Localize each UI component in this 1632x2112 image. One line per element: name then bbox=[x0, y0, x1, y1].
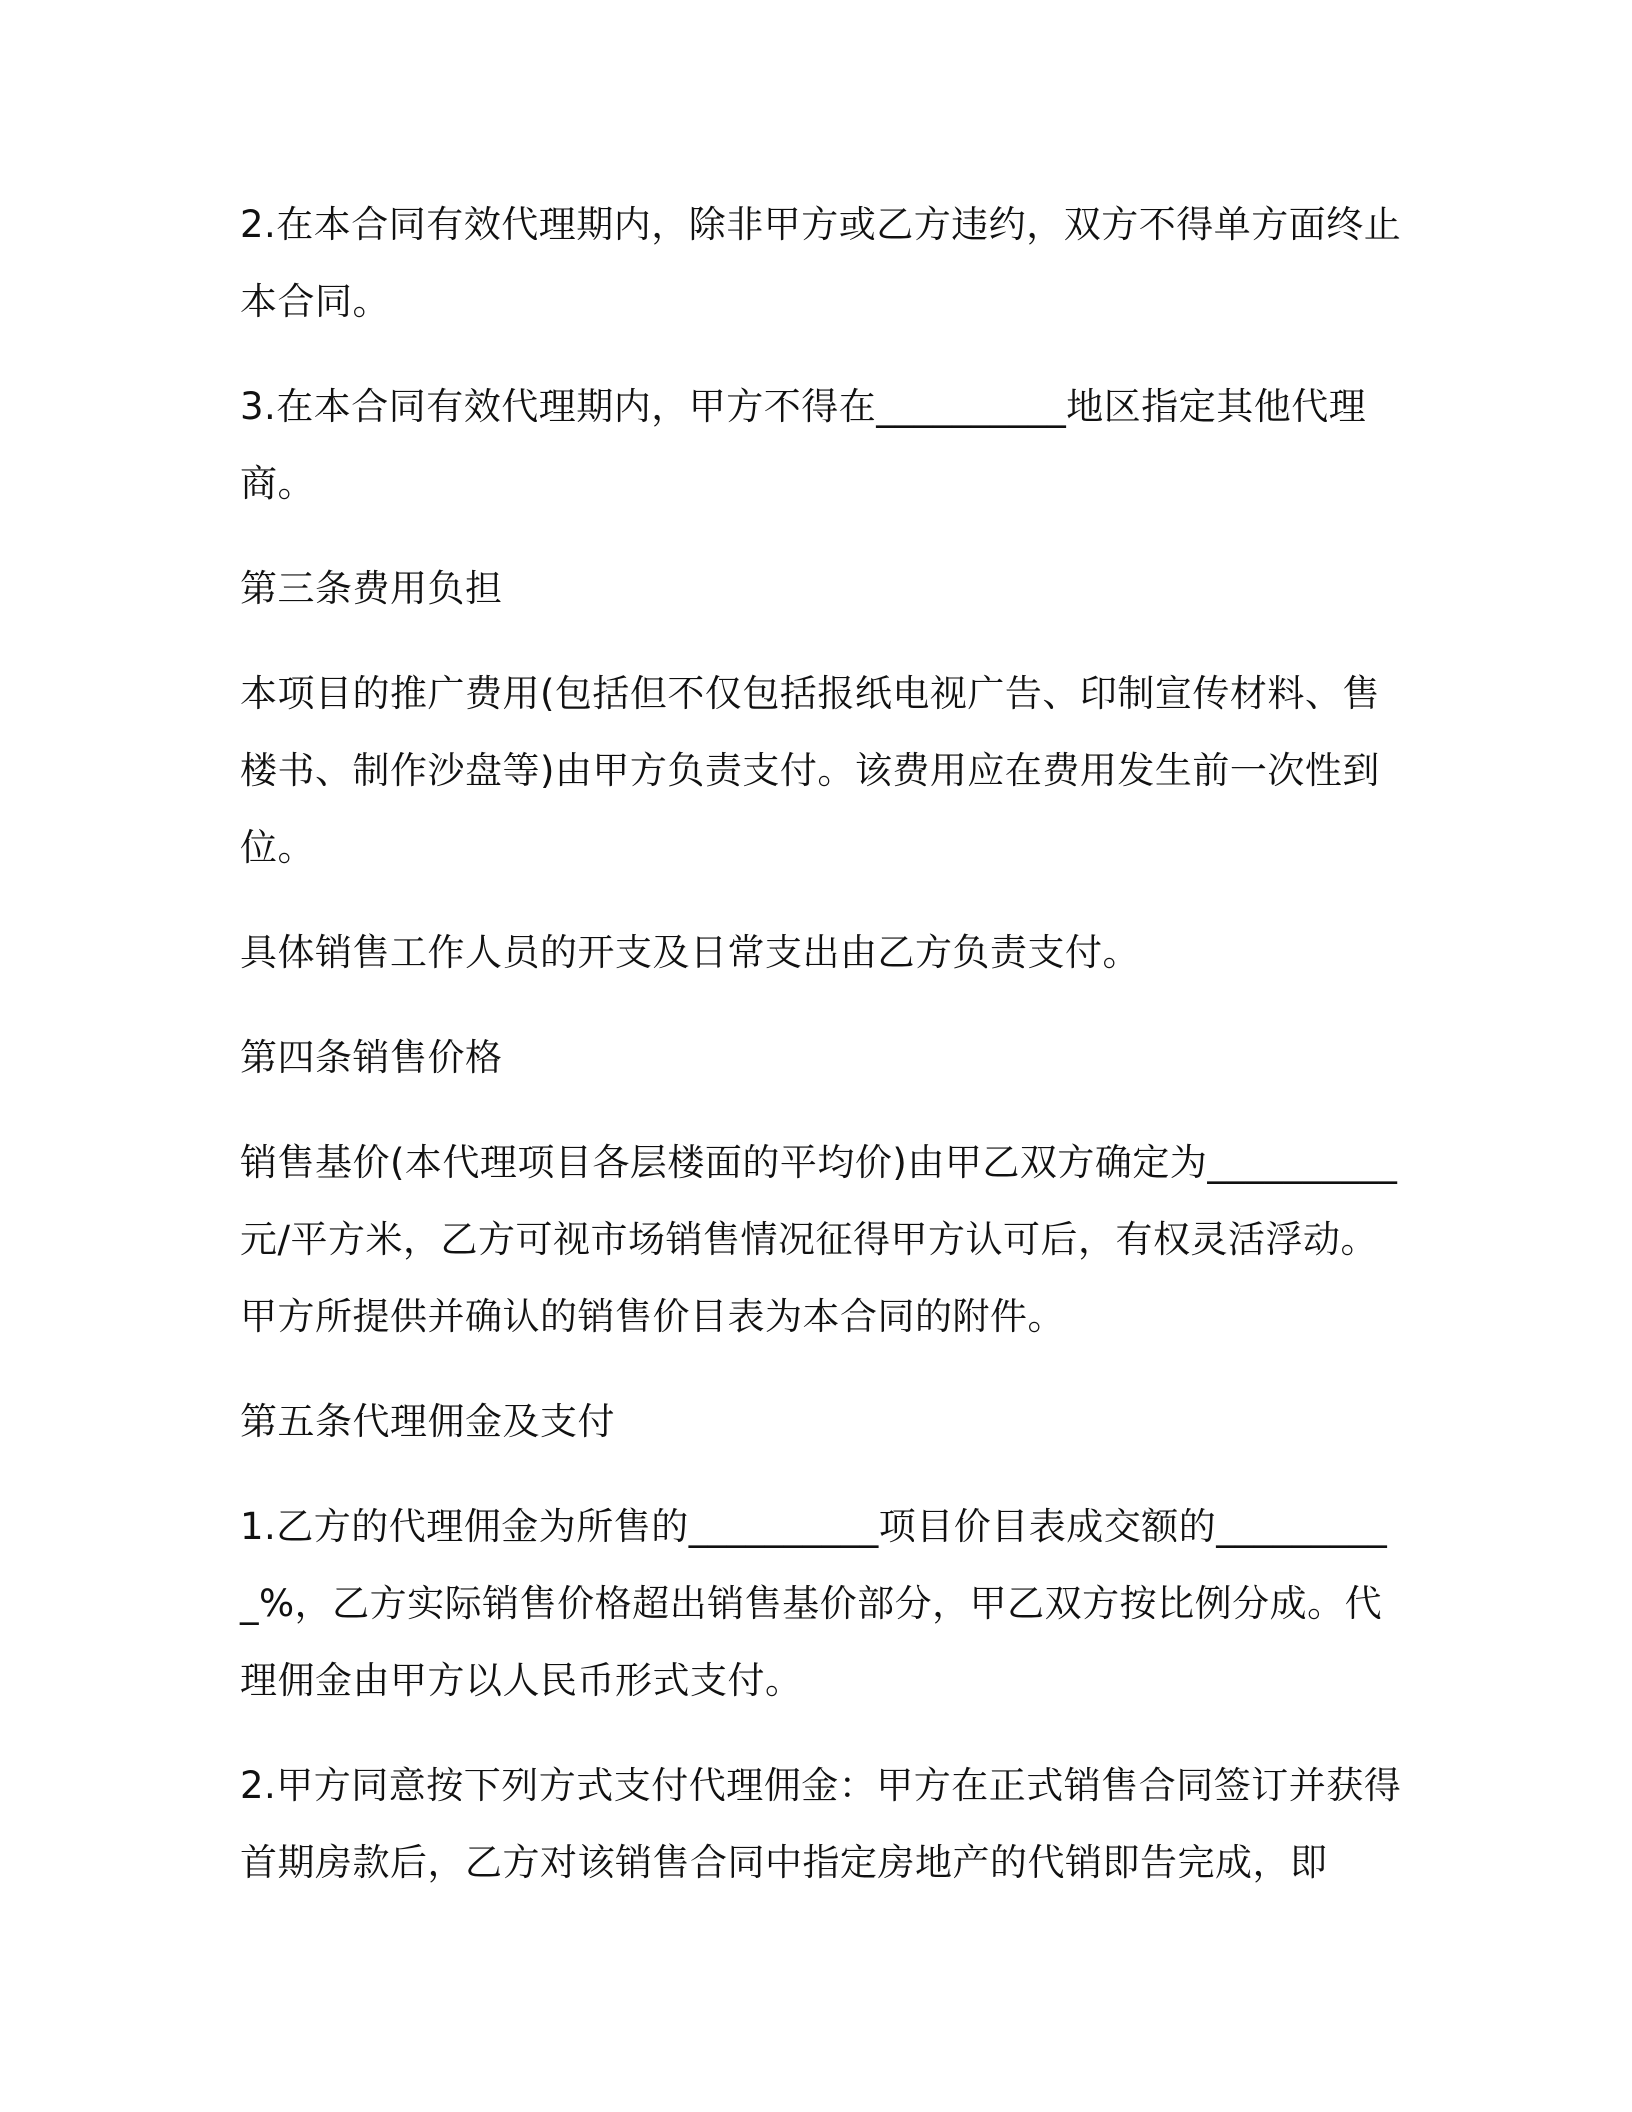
article-3-para-2: 具体销售工作人员的开支及日常支出由乙方负责支付。 bbox=[240, 931, 1140, 974]
clause-2-3: 3.在本合同有效代理期内，甲方不得在__________地区指定其他代理商。 bbox=[240, 385, 1367, 505]
article-3-para-1: 本项目的推广费用(包括但不仅包括报纸电视广告、印制宣传材料、售楼书、制作沙盘等)由甲方负责支付。该费用应在费用发生前一次性到位。 bbox=[240, 672, 1380, 869]
clause-5-2: 2.甲方同意按下列方式支付代理佣金：甲方在正式销售合同签订并获得首期房款后，乙方对该销售合同中指定房地产的代销即告完成，即 bbox=[240, 1764, 1402, 1884]
clause-5-1: 1.乙方的代理佣金为所售的__________项目价目表成交额的__________%，乙方实际销售价格超出销售基价部分，甲乙双方按比例分成。代理佣金由甲方以人民币形式支付。 bbox=[240, 1505, 1388, 1702]
article-4-heading: 第四条销售价格 bbox=[240, 1036, 503, 1079]
article-4-para-1: 销售基价(本代理项目各层楼面的平均价)由甲乙双方确定为__________元/平方米，乙方可视市场销售情况征得甲方认可后，有权灵活浮动。甲方所提供并确认的销售价目表为本合同的附件。 bbox=[240, 1141, 1398, 1338]
document-body bbox=[240, 186, 1410, 1929]
article-3-heading: 第三条费用负担 bbox=[240, 567, 503, 610]
clause-2-2: 2.在本合同有效代理期内，除非甲方或乙方违约，双方不得单方面终止本合同。 bbox=[240, 203, 1402, 323]
article-5-heading: 第五条代理佣金及支付 bbox=[240, 1400, 615, 1443]
